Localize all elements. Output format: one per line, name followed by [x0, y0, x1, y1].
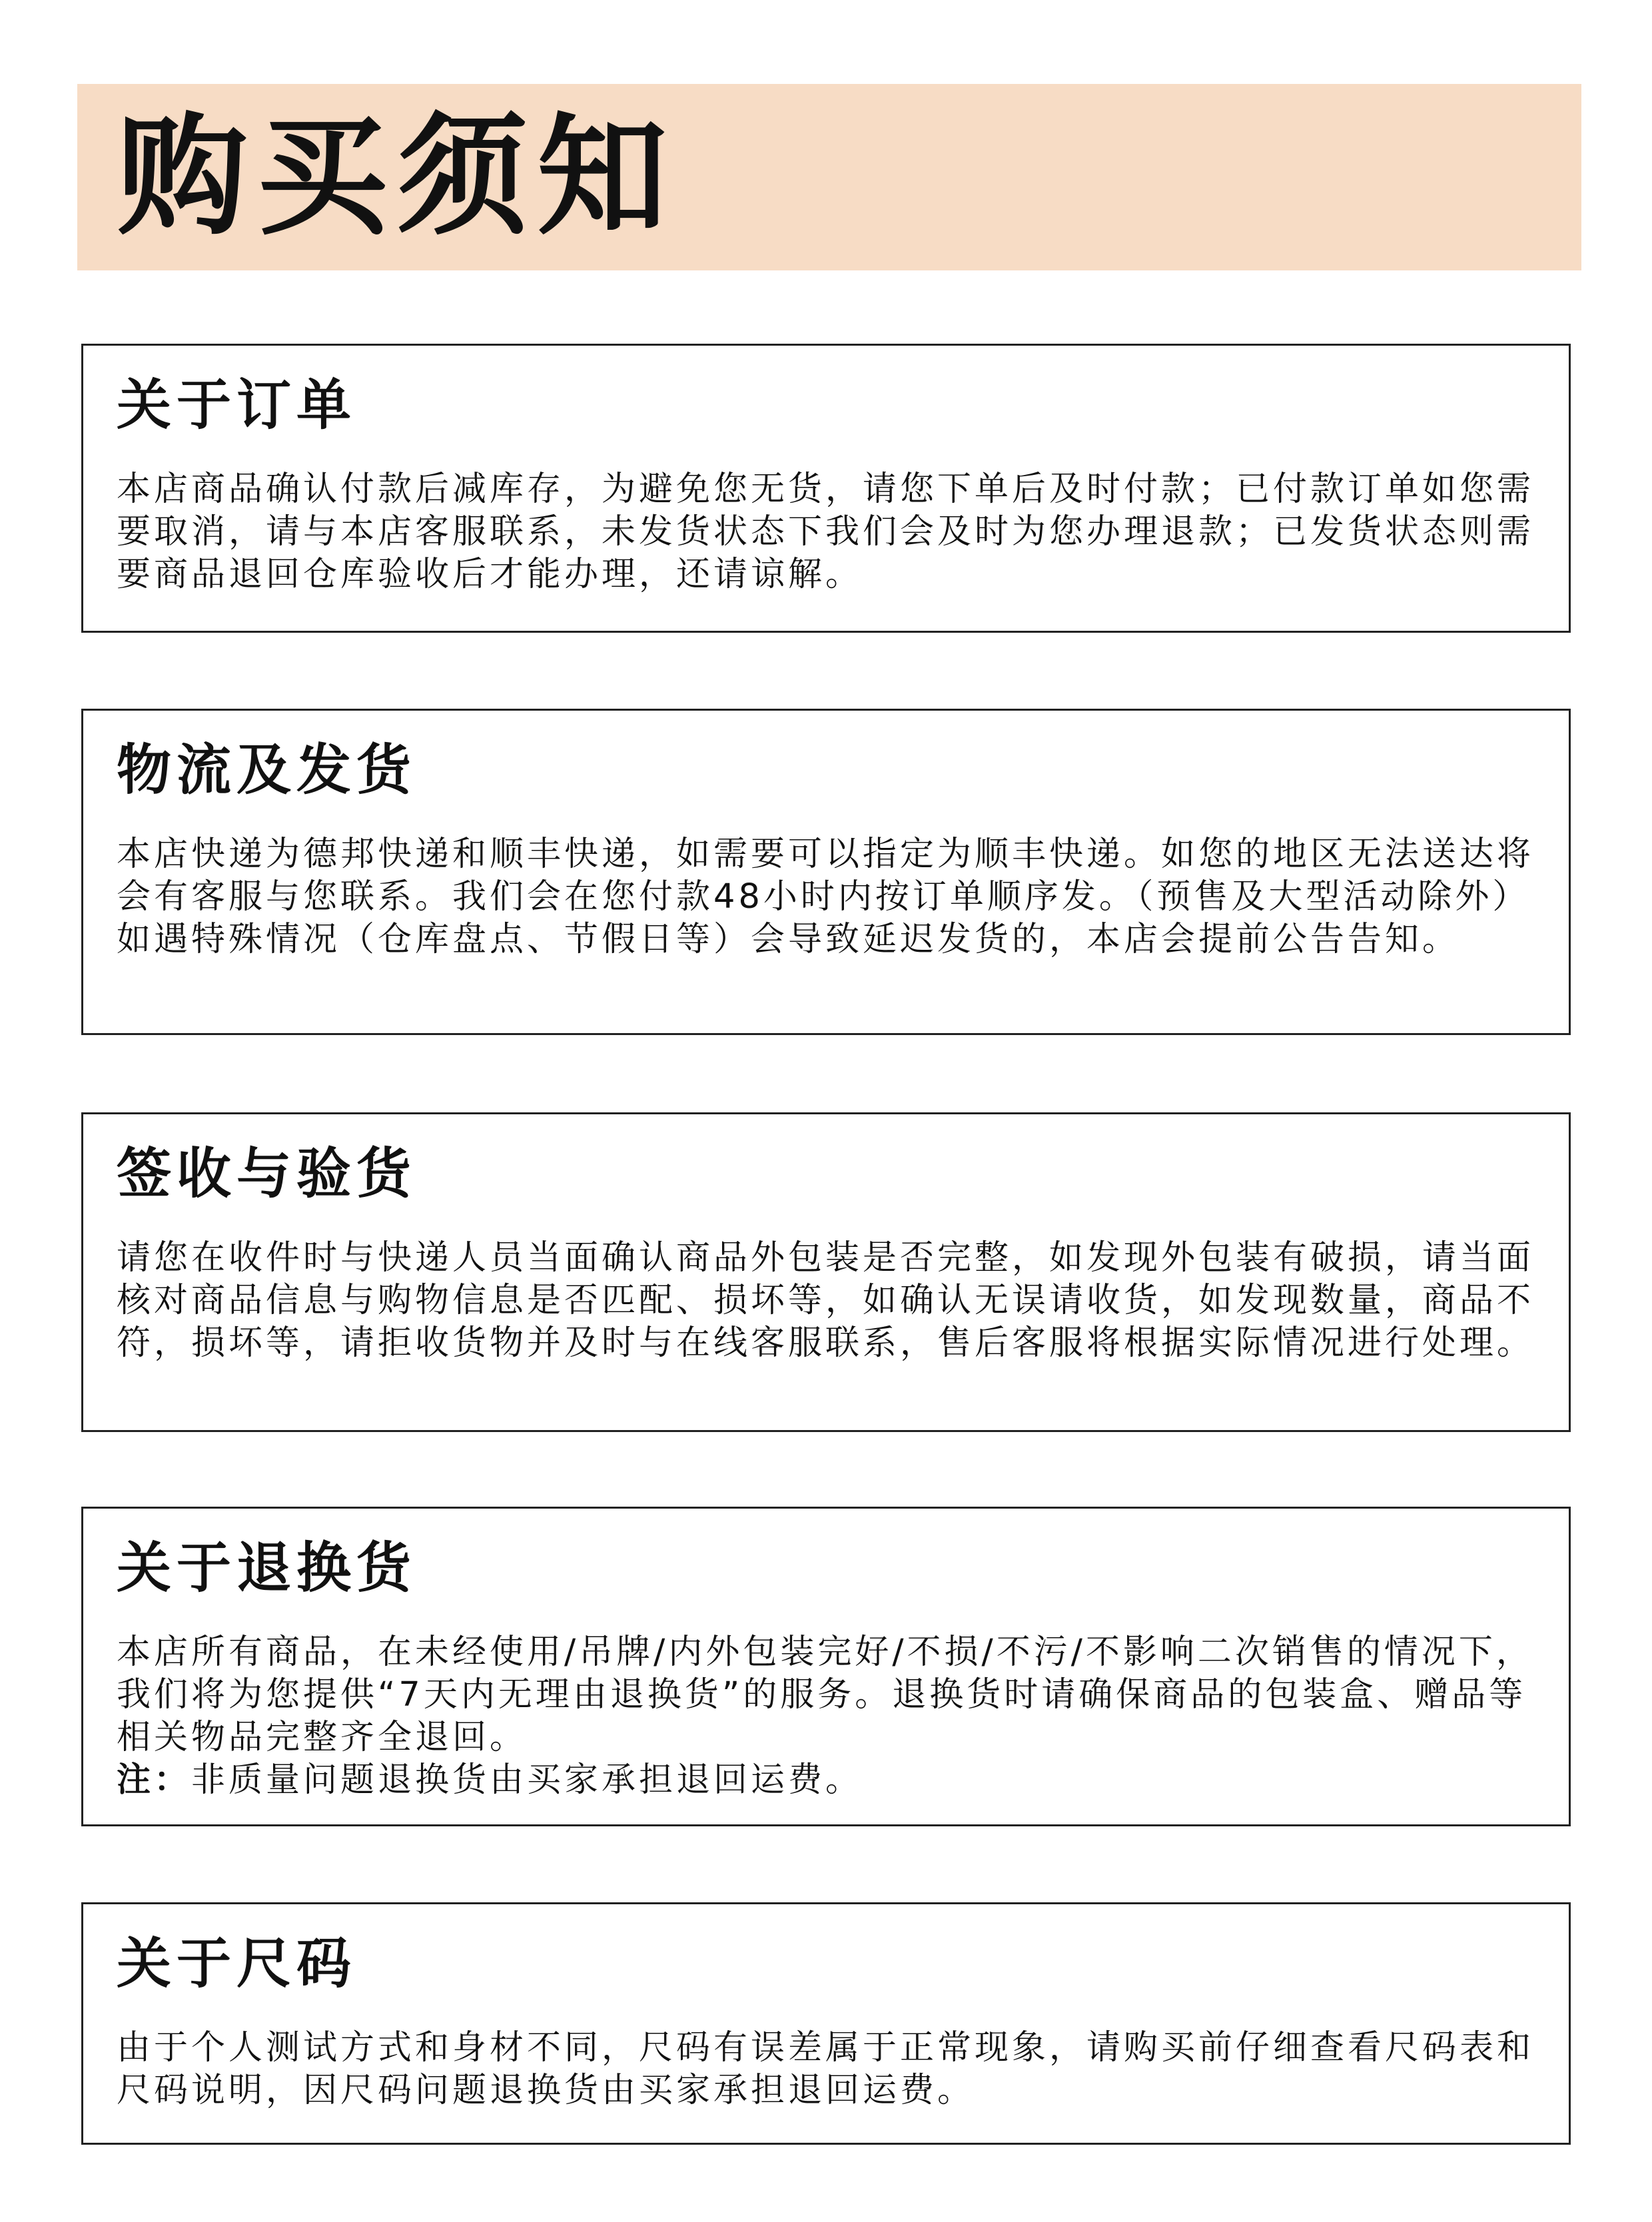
section-title: 关于尺码 — [117, 1932, 357, 1996]
section-body — [117, 468, 1542, 596]
note-line — [117, 1759, 1542, 1802]
section-paragraph: 请您在收件时与快递人员当面确认商品外包装是否完整，如发现外包装有破损，请当面核对商品信息与购物信息是否匹配、损坏等，如确认无误请收货，如发现数量，商品不符，损坏等，请拒收货物并及时与在线客服联系，售后客服将根据实际情况进行处理。 — [117, 1238, 1535, 1363]
title-banner — [77, 84, 1581, 270]
section-title: 关于退换货 — [117, 1537, 417, 1600]
section-body — [117, 1631, 1542, 1802]
section-returns — [81, 1507, 1571, 1826]
section-order — [81, 344, 1571, 633]
page-title: 购买须知 — [117, 101, 677, 253]
section-title: 关于订单 — [117, 374, 357, 437]
section-body — [117, 2027, 1542, 2112]
note-label: 注： — [117, 1760, 192, 1800]
section-sizing — [81, 1902, 1571, 2145]
section-title: 物流及发货 — [117, 739, 417, 802]
section-body — [117, 1237, 1542, 1365]
section-paragraph: 由于个人测试方式和身材不同，尺码有误差属于正常现象，请购买前仔细查看尺码表和尺码说明，因尺码问题退换货由买家承担退回运费。 — [117, 2028, 1535, 2110]
section-body — [117, 833, 1542, 961]
section-shipping — [81, 709, 1571, 1035]
section-paragraph: 本店所有商品，在未经使用/吊牌/内外包装完好/不损/不污/不影响二次销售的情况下，我们将为您提供“7天内无理由退换货”的服务。退换货时请确保商品的包装盒、赠品等相关物品完整齐全退回。 — [117, 1633, 1533, 1757]
note-text: 非质量问题退换货由买家承担退回运费。 — [191, 1760, 863, 1800]
section-receipt-inspection — [81, 1112, 1571, 1432]
section-paragraph: 本店商品确认付款后减库存，为避免您无货，请您下单后及时付款；已付款订单如您需要取消，请与本店客服联系，未发货状态下我们会及时为您办理退款；已发货状态则需要商品退回仓库验收后才能办理，还请谅解。 — [117, 470, 1535, 594]
section-title: 签收与验货 — [117, 1142, 417, 1206]
section-paragraph: 本店快递为德邦快递和顺丰快递，如需要可以指定为顺丰快递。如您的地区无法送达将会有客服与您联系。我们会在您付款48小时内按订单顺序发。（预售及大型活动除外）如遇特殊情况（仓库盘点、节假日等）会导致延迟发货的，本店会提前公告告知。 — [117, 835, 1535, 959]
